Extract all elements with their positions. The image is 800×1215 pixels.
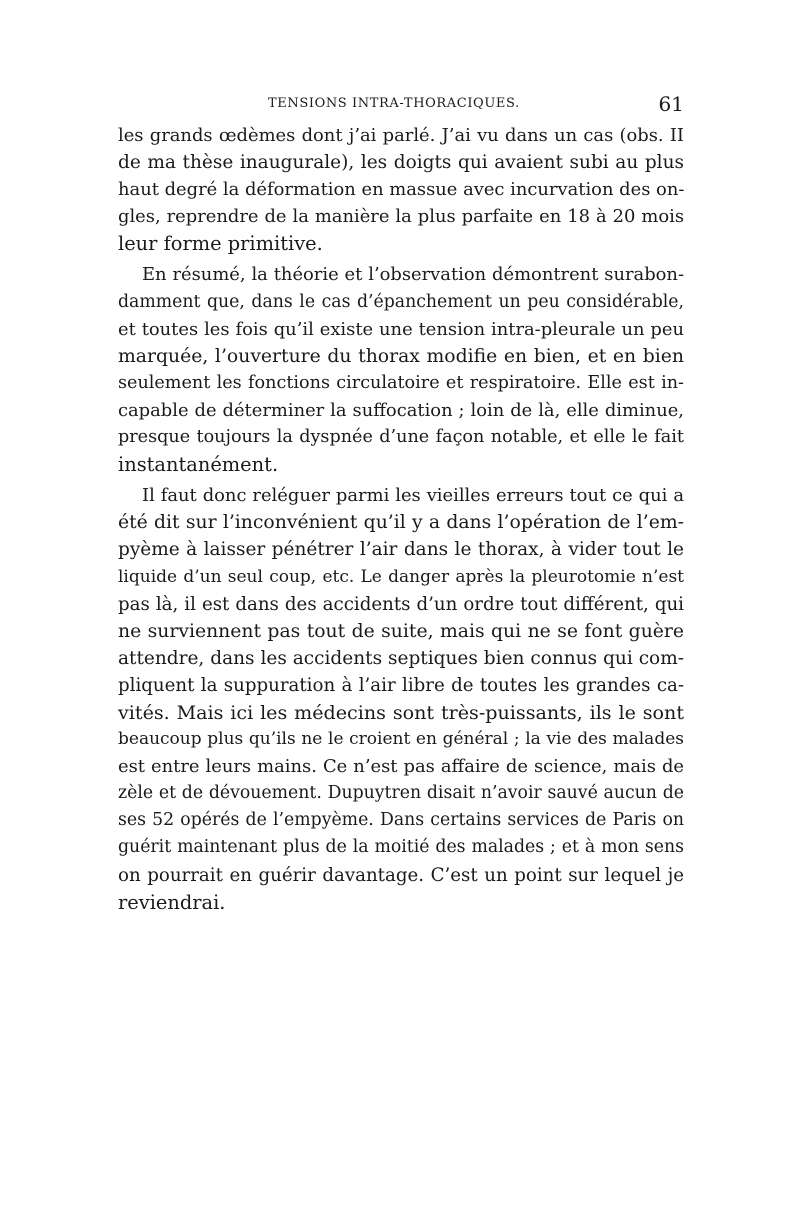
text-line: et toutes les fois qu’il existe une tension intra-pleurale un peu (118, 318, 684, 340)
paragraph-1 (118, 122, 684, 257)
text-line: est entre leurs mains. Ce n’est pas affaire de science, mais de (118, 756, 684, 778)
paragraph-2 (118, 261, 684, 478)
paragraph-3 (118, 482, 684, 916)
text-line: on pourrait en guérir davantage. C’est un point sur lequel je (118, 864, 684, 886)
text-line: Il faut donc reléguer parmi les vieilles erreurs tout ce qui a (142, 485, 684, 507)
text-line: damment que, dans le cas d’épanchement un peu considérable, (118, 291, 684, 312)
text-line: guérit maintenant plus de la moitié des malades ; et à mon sens (118, 837, 684, 858)
text-line: En résumé, la théorie et l’observation démontrent surabon- (142, 264, 684, 286)
text-line: attendre, dans les accidents septiques bien connus qui com- (118, 647, 684, 669)
text-line: liquide d’un seul coup, etc. Le danger après la pleurotomie n’est (118, 566, 684, 587)
text-line: vités. Mais ici les médecins sont très-puissants, ils le sont (118, 700, 684, 724)
body-text (118, 122, 684, 916)
text-line: de ma thèse inaugurale), les doigts qui avaient subi au plus (118, 152, 684, 174)
text-line: les grands œdèmes dont j’ai parlé. J’ai vu dans un cas (obs. II (118, 125, 684, 146)
text-line: gles, reprendre de la manière la plus parfaite en 18 à 20 mois (118, 206, 684, 228)
text-line: ne surviennent pas tout de suite, mais qui ne se font guère (118, 620, 684, 642)
text-line: haut degré la déformation en massue avec incurvation des on- (118, 179, 685, 201)
running-head (118, 92, 684, 122)
running-title: TENSIONS INTRA-THORACIQUES. (268, 96, 520, 111)
text-line: instantanément. (118, 453, 279, 477)
text-line: beaucoup plus qu’ils ne le croient en général ; la vie des malades (118, 729, 684, 750)
text-line: zèle et de dévouement. Dupuytren disait n’avoir sauvé aucun de (118, 783, 684, 804)
text-line: ses 52 opérés de l’empyème. Dans certains services de Paris on (118, 810, 684, 831)
text-line: leur forme primitive. (118, 232, 323, 256)
text-line: reviendrai. (118, 890, 226, 914)
text-line: été dit sur l’inconvénient qu’il y a dans l’opération de l’em- (118, 512, 684, 534)
text-line: capable de déterminer la suffocation ; loin de là, elle diminue, (118, 399, 684, 421)
text-line: marquée, l’ouverture du thorax modifie en bien, et en bien (118, 345, 684, 367)
text-line: pas là, il est dans des accidents d’un ordre tout différent, qui (118, 593, 684, 615)
text-line: pyème à laisser pénétrer l’air dans le thorax, à vider tout le (118, 539, 684, 561)
text-line: pliquent la suppuration à l’air libre de toutes les grandes ca- (118, 674, 684, 696)
text-line: presque toujours la dyspnée d’une façon notable, et elle le fait (118, 427, 684, 448)
book-page (118, 92, 684, 916)
text-line: seulement les fonctions circulatoire et respiratoire. Elle est in- (118, 372, 684, 393)
page-number: 61 (658, 92, 684, 116)
